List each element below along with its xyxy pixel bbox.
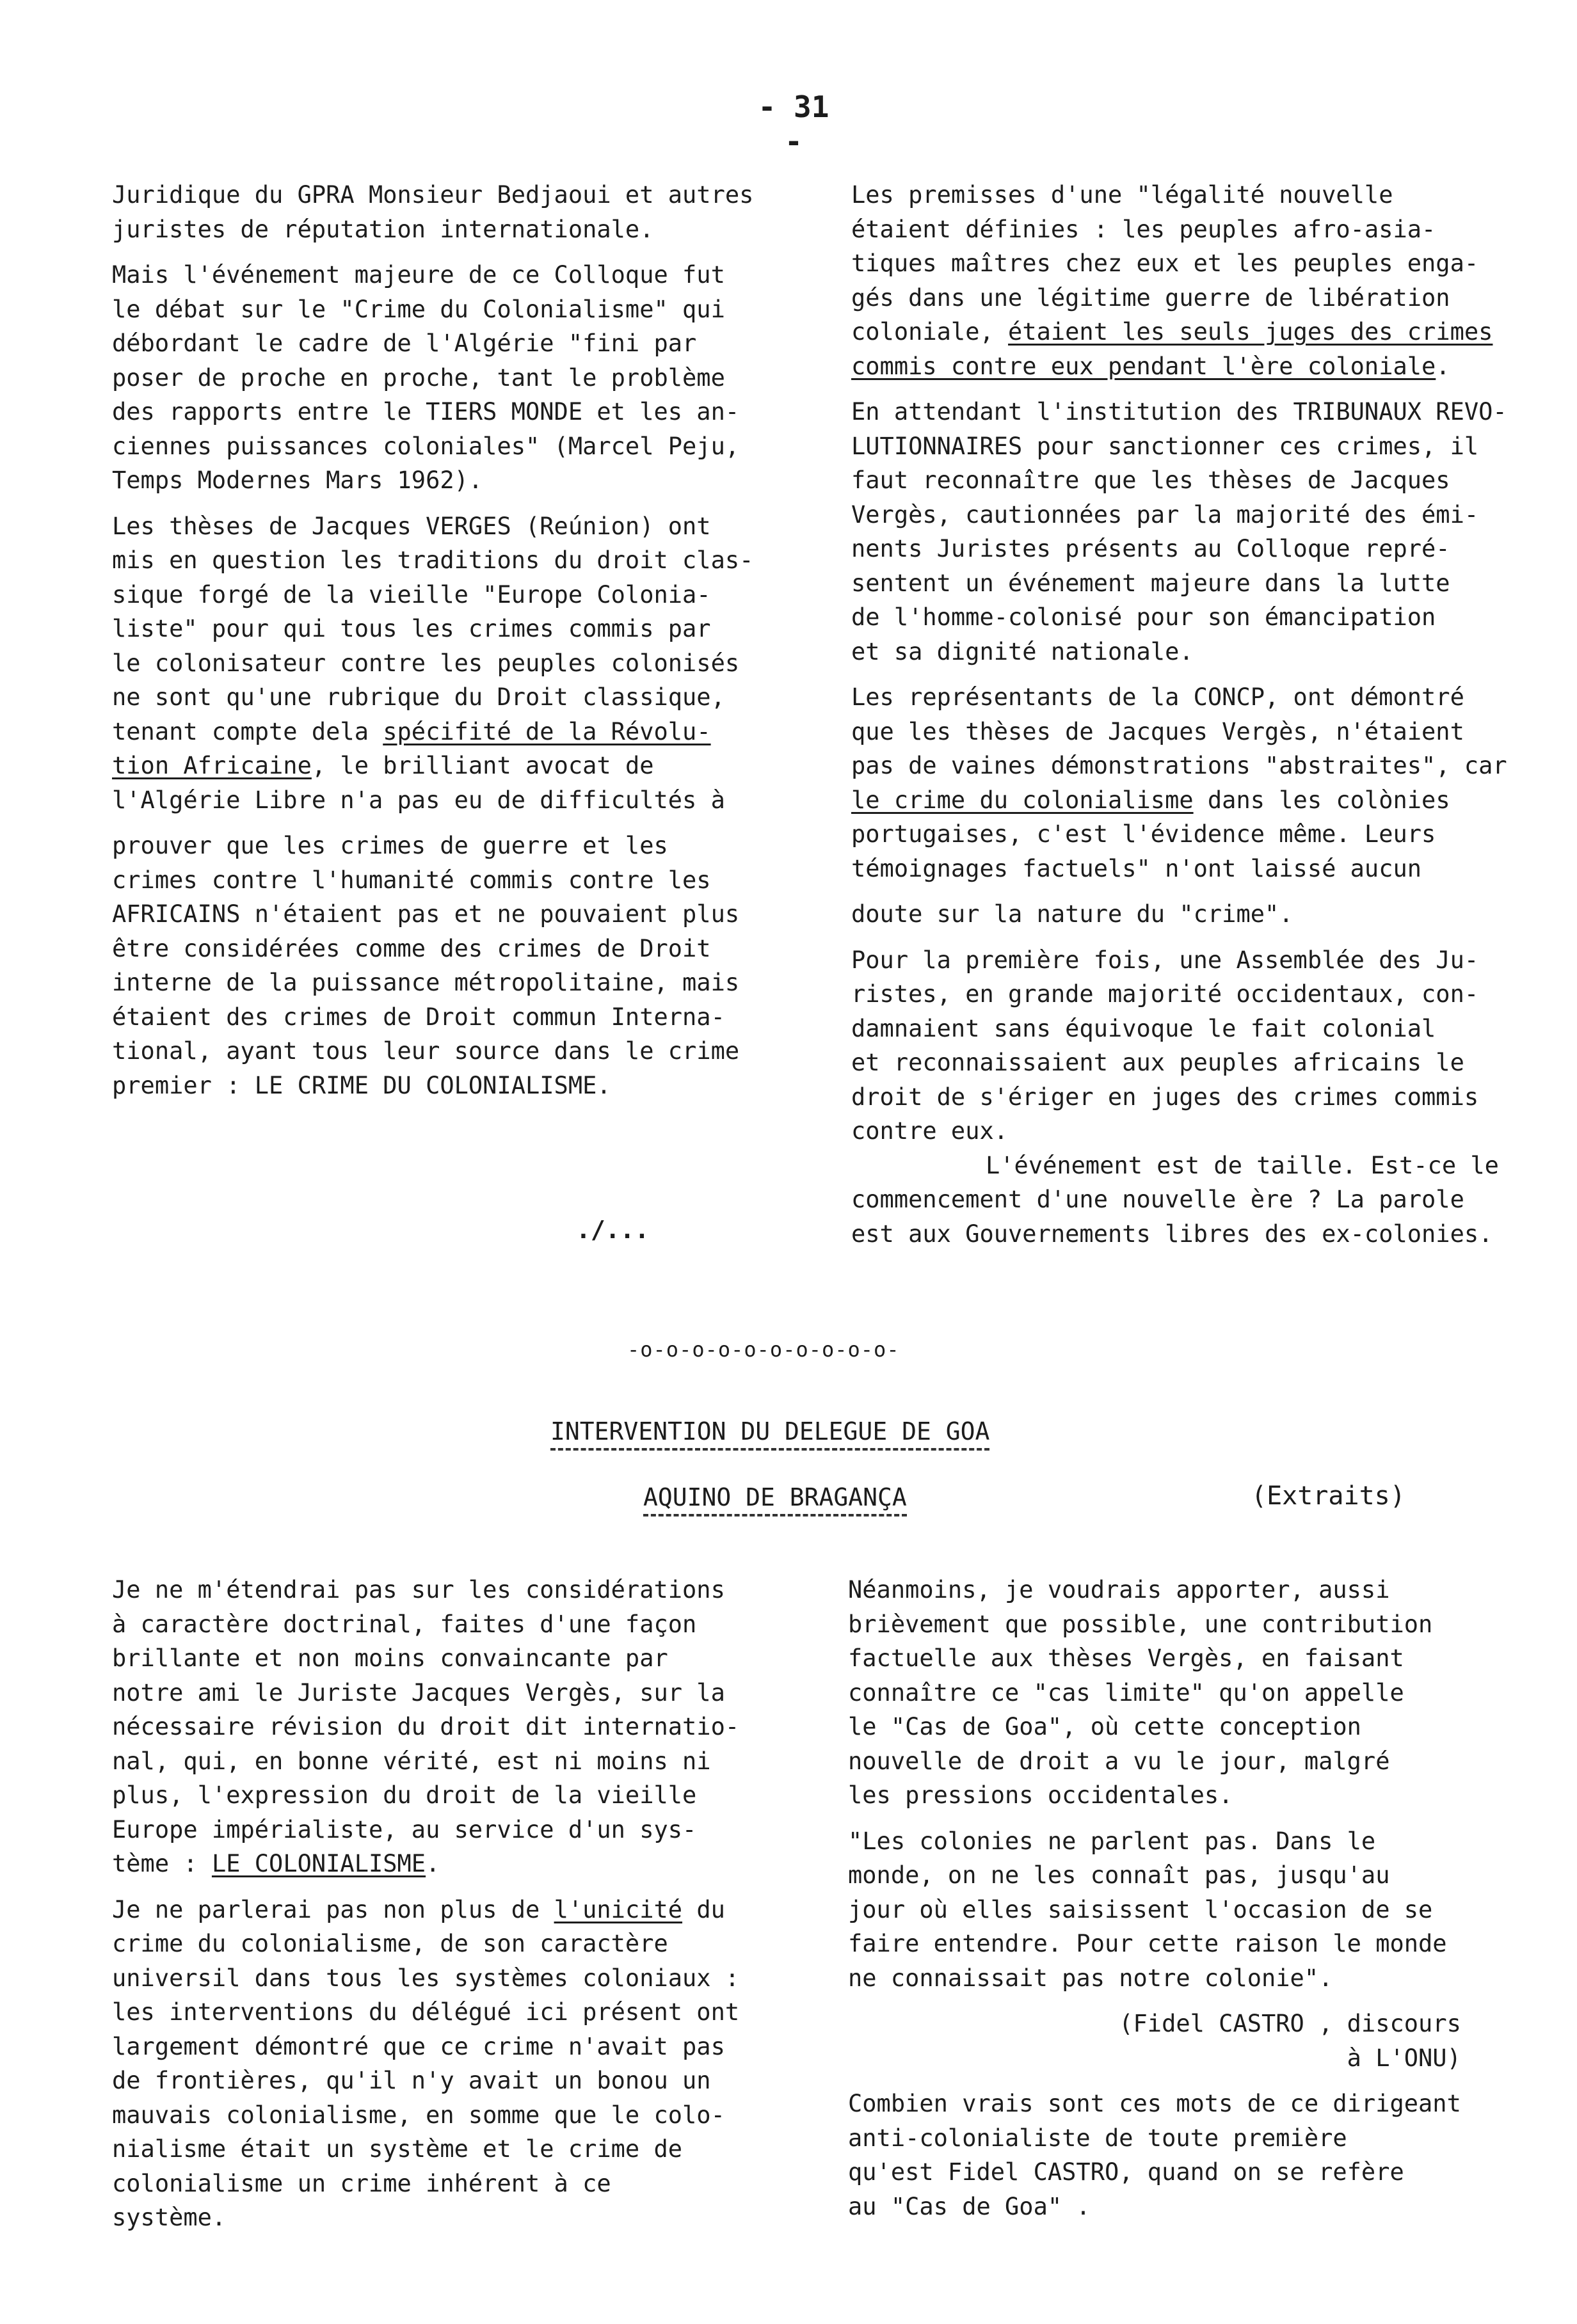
text-line: mauvais colonialisme, en somme que le colo-: [112, 2101, 725, 2129]
text-line: monde, on ne les connaît pas, jusqu'au: [848, 1861, 1390, 1889]
text-line: [851, 783, 1507, 818]
text-line: Combien vrais sont ces mots de ce dirigeant: [848, 2090, 1461, 2117]
text-line: prouver que les crimes de guerre et les: [112, 832, 668, 859]
text-line: premier : LE CRIME DU COLONIALISME.: [112, 1071, 611, 1099]
text-line: est aux Gouvernements libres des ex-colonies.: [851, 1220, 1493, 1248]
page-number: - 31 -: [758, 90, 829, 159]
text-line: L'événement est de taille. Est-ce le: [986, 1151, 1499, 1179]
text-line: de l'homme-colonisé pour son émancipation: [851, 603, 1436, 631]
text-line: droit de s'ériger en juges des crimes commis: [851, 1083, 1479, 1111]
paragraph: [112, 258, 753, 498]
extraits-label: (Extraits): [1251, 1481, 1405, 1511]
text-line: brièvement que possible, une contribution: [848, 1610, 1433, 1638]
text-line: anti-colonialiste de toute première: [848, 2124, 1347, 2152]
text-line: doute sur la nature du "crime".: [851, 900, 1293, 928]
continuation-mark: ./...: [576, 1216, 650, 1244]
quote: [848, 1824, 1461, 1996]
text-line: Néanmoins, je voudrais apporter, aussi: [848, 1576, 1390, 1604]
text-line: liste" pour qui tous les crimes commis par: [112, 615, 711, 642]
column-top-left: [112, 178, 753, 1114]
text-line: Europe impérialiste, au service d'un sys-: [112, 1815, 697, 1843]
text-line: notre ami le Juriste Jacques Vergès, sur la: [112, 1678, 725, 1707]
text-line: LUTIONNAIRES pour sanctionner ces crimes, il: [851, 432, 1479, 460]
text-line: le débat sur le "Crime du Colonialisme" qui: [112, 295, 725, 323]
text-span: tème :: [112, 1850, 212, 1877]
text-line: être considérées comme des crimes de Droit: [112, 934, 711, 962]
text-line: commencement d'une nouvelle ère ? La parole: [851, 1186, 1464, 1213]
text-line: que les thèses de Jacques Vergès, n'étaient: [851, 717, 1464, 745]
text-line: sentent un événement majeure dans la lutte: [851, 569, 1450, 597]
column-bottom-right: [848, 1573, 1461, 2235]
text-line: contre eux.: [851, 1117, 1009, 1145]
text-line: l'Algérie Libre n'a pas eu de difficultés à: [112, 786, 725, 814]
text-line: juristes de réputation internationale.: [112, 215, 654, 243]
text-line: ristes, en grande majorité occidentaux, con-: [851, 980, 1479, 1008]
paragraph: [848, 2087, 1461, 2224]
underlined-text: commis contre eux pendant l'ère coloniale: [851, 352, 1436, 380]
section-title: INTERVENTION DU DELEGUE DE GOA: [550, 1417, 989, 1451]
text-line: damnaient sans équivoque le fait colonial: [851, 1014, 1436, 1042]
text-line: portugaises, c'est l'évidence même. Leurs: [851, 820, 1436, 848]
text-line: Les thèses de Jacques VERGES (Reúnion) ont: [112, 512, 711, 540]
text-line: poser de proche en proche, tant le problème: [112, 363, 725, 392]
text-line: [112, 1893, 739, 1927]
underlined-text: LE COLONIALISME: [211, 1850, 426, 1877]
text-line: nécessaire révision du droit dit internatio-: [112, 1713, 740, 1740]
text-line: Les premisses d'une "légalité nouvelle: [851, 181, 1393, 209]
text-line: gés dans une légitime guerre de libération: [851, 283, 1450, 312]
text-line: tional, ayant tous leur source dans le crime: [112, 1037, 740, 1065]
text-line: Je ne m'étendrai pas sur les considérations: [112, 1576, 725, 1604]
text-line: Juridique du GPRA Monsieur Bedjaoui et autres: [112, 181, 754, 209]
quote-attribution: [848, 2007, 1461, 2075]
text-line: étaient définies : les peuples afro-asia-: [851, 215, 1436, 243]
text-line: (Fidel CASTRO , discours: [1119, 2010, 1461, 2037]
text-line: crimes contre l'humanité commis contre les: [112, 866, 711, 894]
text-line: nal, qui, en bonne vérité, est ni moins ni: [112, 1747, 711, 1775]
text-line: ne connaissait pas notre colonie".: [848, 1964, 1333, 1992]
text-line: [112, 749, 753, 783]
text-line: faire entendre. Pour cette raison le monde: [848, 1930, 1447, 1957]
text-line: le "Cas de Goa", où cette conception: [848, 1713, 1361, 1740]
text-line: colonialisme un crime inhérent à ce: [112, 2169, 611, 2197]
text-line: nialisme était un système et le crime de: [112, 2135, 683, 2163]
text-line: nents Juristes présents au Colloque repré-: [851, 535, 1450, 562]
text-line: de frontières, qu'il n'y avait un bonou un: [112, 2067, 711, 2094]
text-line: le colonisateur contre les peuples colonisés: [112, 649, 740, 677]
text-span: , le brilliant avocat de: [311, 752, 654, 779]
paragraph: [112, 178, 753, 246]
underlined-text: l'unicité: [554, 1895, 683, 1923]
text-line: qu'est Fidel CASTRO, quand on se refère: [848, 2158, 1404, 2186]
text-line: nouvelle de droit a vu le jour, malgré: [848, 1747, 1390, 1775]
text-line: à L'ONU): [1347, 2044, 1461, 2072]
text-line: témoignages factuels" n'ont laissé aucun: [851, 854, 1422, 882]
paragraph: [851, 943, 1507, 1252]
text-line: interne de la puissance métropolitaine, mais: [112, 969, 740, 996]
text-line: Les représentants de la CONCP, ont démontré: [851, 683, 1464, 711]
text-line: brillante et non moins convaincante par: [112, 1644, 668, 1672]
text-line: à caractère doctrinal, faites d'une façon: [112, 1610, 697, 1638]
paragraph: [112, 509, 753, 818]
text-line: [112, 715, 753, 749]
paragraph: [851, 395, 1507, 669]
underlined-text: le crime du colonialisme: [851, 786, 1194, 814]
text-line: Pour la première fois, une Assemblée des Ju-: [851, 946, 1479, 974]
text-line: les pressions occidentales.: [848, 1781, 1233, 1809]
text-span: dans les colònies: [1193, 786, 1450, 814]
underlined-text: spécifité de la Révolu-: [383, 717, 711, 745]
text-span: .: [1436, 352, 1450, 380]
text-line: AFRICAINS n'étaient pas et ne pouvaient plus: [112, 900, 740, 928]
text-span: du: [682, 1895, 725, 1923]
paragraph: [112, 829, 753, 1102]
text-line: [851, 315, 1507, 349]
paragraph: [112, 1893, 739, 2235]
text-line: Vergès, cautionnées par la majorité des émi-: [851, 500, 1479, 529]
section-author: AQUINO DE BRAGANÇA: [643, 1483, 907, 1516]
underlined-text: étaient les seuls juges des crimes: [1008, 318, 1493, 346]
text-line: les interventions du délégué ici présent ont: [112, 1998, 740, 2026]
text-line: connaître ce "cas limite" qu'on appelle: [848, 1678, 1404, 1707]
text-line: pas de vaines démonstrations "abstraites", car: [851, 752, 1507, 779]
column-top-right: [851, 178, 1507, 1262]
text-span: Je ne parlerai pas non plus de: [112, 1895, 554, 1923]
text-line: Temps Modernes Mars 1962).: [112, 466, 483, 494]
paragraph: [848, 1573, 1461, 1813]
text-line: universil dans tous les systèmes coloniaux :: [112, 1964, 740, 1992]
paragraph: [112, 1573, 739, 1881]
text-span: .: [426, 1850, 440, 1877]
text-line: [851, 349, 1507, 384]
text-line: débordant le cadre de l'Algérie "fini par: [112, 330, 697, 357]
text-line: des rapports entre le TIERS MONDE et les an-: [112, 398, 740, 426]
underlined-text: tion Africaine: [112, 752, 312, 779]
text-line: et sa dignité nationale.: [851, 637, 1194, 665]
text-line: sique forgé de la vieille "Europe Colonia-: [112, 580, 711, 609]
text-line: largement démontré que ce crime n'avait pas: [112, 2032, 725, 2060]
text-span: coloniale,: [851, 318, 1009, 346]
text-line: Mais l'événement majeure de ce Colloque fut: [112, 261, 725, 289]
text-line: tiques maîtres chez eux et les peuples enga-: [851, 250, 1479, 277]
paragraph: [851, 178, 1507, 383]
text-line: [112, 1847, 739, 1881]
text-line: crime du colonialisme, de son caractère: [112, 1930, 668, 1957]
text-line: factuelle aux thèses Vergès, en faisant: [848, 1644, 1404, 1672]
paragraph: [851, 680, 1507, 932]
text-line: au "Cas de Goa" .: [848, 2192, 1091, 2220]
column-bottom-left: [112, 1573, 739, 2247]
text-line: étaient des crimes de Droit commun Interna-: [112, 1003, 725, 1031]
text-line: "Les colonies ne parlent pas. Dans le: [848, 1827, 1376, 1855]
text-line: faut reconnaître que les thèses de Jacques: [851, 466, 1450, 494]
text-line: système.: [112, 2204, 227, 2231]
section-divider: -o-o-o-o-o-o-o-o-o-o-: [627, 1337, 900, 1362]
text-line: plus, l'expression du droit de la vieille: [112, 1781, 697, 1809]
text-line: ne sont qu'une rubrique du Droit classique,: [112, 683, 725, 711]
text-line: mis en question les traditions du droit clas-: [112, 546, 754, 574]
text-line: jour où elles saisissent l'occasion de se: [848, 1895, 1433, 1923]
text-line: En attendant l'institution des TRIBUNAUX REVO-: [851, 398, 1507, 426]
text-line: et reconnaissaient aux peuples africains le: [851, 1049, 1464, 1076]
text-line: ciennes puissances coloniales" (Marcel Peju,: [112, 432, 740, 460]
text-span: tenant compte dela: [112, 717, 383, 745]
